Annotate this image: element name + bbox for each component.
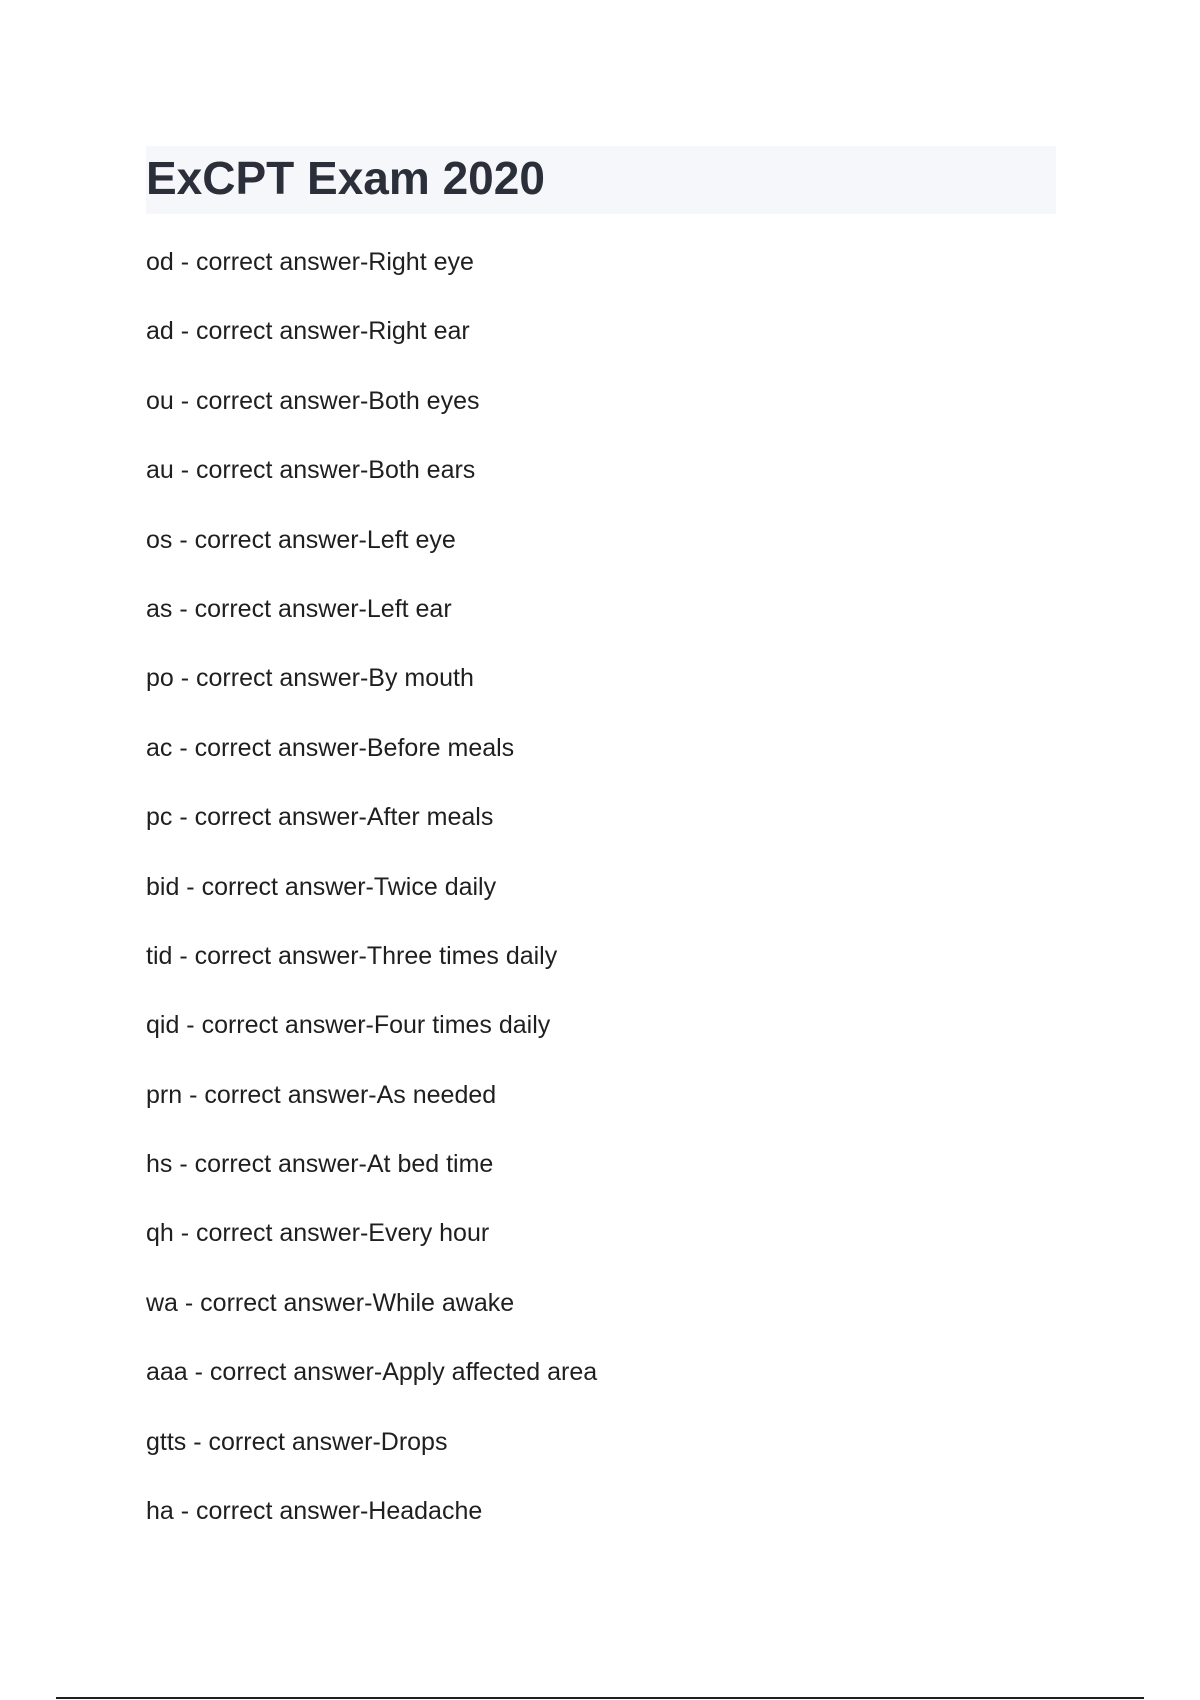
list-item: prn - correct answer-As needed (146, 1080, 497, 1109)
title-banner (146, 146, 1056, 214)
list-item: gtts - correct answer-Drops (146, 1427, 448, 1456)
list-item: wa - correct answer-While awake (146, 1288, 515, 1317)
list-item: ac - correct answer-Before meals (146, 733, 515, 762)
footer-divider (56, 1697, 1144, 1699)
list-item: as - correct answer-Left ear (146, 594, 452, 623)
list-item: od - correct answer-Right eye (146, 248, 474, 276)
list-item: qh - correct answer-Every hour (146, 1219, 490, 1248)
list-item: tid - correct answer-Three times daily (146, 941, 558, 970)
list-item: hs - correct answer-At bed time (146, 1150, 494, 1179)
list-item: po - correct answer-By mouth (146, 664, 474, 693)
answer-list (146, 244, 1056, 1562)
list-item: os - correct answer-Left eye (146, 525, 456, 554)
list-item: qid - correct answer-Four times daily (146, 1011, 551, 1040)
list-item: bid - correct answer-Twice daily (146, 872, 497, 901)
list-item: ha - correct answer-Headache (146, 1497, 483, 1526)
list-item: aaa - correct answer-Apply affected area (146, 1358, 598, 1387)
list-item: ou - correct answer-Both eyes (146, 386, 480, 415)
list-item: au - correct answer-Both ears (146, 456, 476, 485)
list-item: ad - correct answer-Right ear (146, 317, 470, 346)
document-title: ExCPT Exam 2020 (146, 152, 545, 204)
list-item: pc - correct answer-After meals (146, 803, 494, 832)
